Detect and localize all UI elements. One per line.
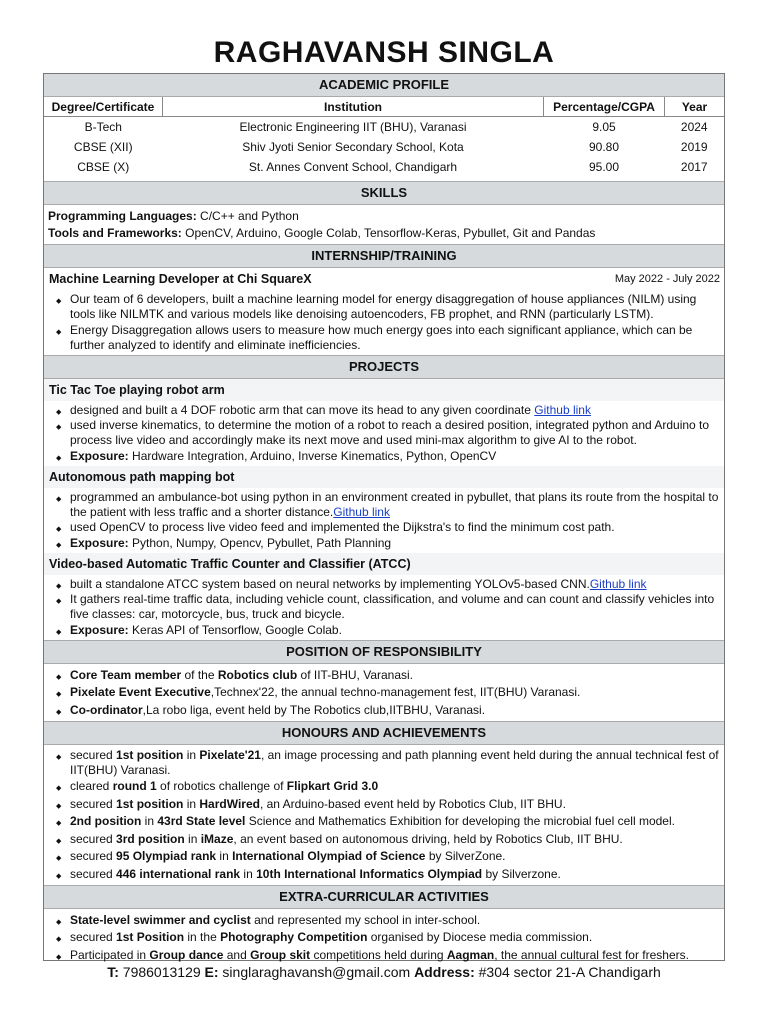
internship-heading: [44, 268, 724, 290]
list-item: ◆ secured 3rd position in iMaze, an event based on autonomous driving, held by Robotics Club, IIT BHU.: [70, 831, 724, 848]
list-item: ◆ Exposure: Hardware Integration, Arduino, Inverse Kinematics, Python, OpenCV: [70, 449, 724, 464]
cell: St. Annes Convent School, Chandigarh: [248, 160, 458, 174]
cell: 2024: [680, 120, 708, 134]
cell: CBSE (X): [77, 160, 130, 174]
address-value: #304 sector 21-A Chandigarh: [474, 964, 661, 980]
section-projects: PROJECTS: [44, 355, 724, 379]
address-label: Address:: [414, 964, 475, 980]
label: Tools and Frameworks:: [48, 226, 182, 240]
cell: 2017: [680, 160, 708, 174]
responsibility-list: [44, 667, 724, 719]
list-item: ◆ Energy Disaggregation allows users to measure how much energy goes into each significant appliance, which can be further analyzed to identify and eliminate inefficiencies.: [70, 323, 724, 353]
list-item: ◆ It gathers real-time traffic data, including vehicle count, classification, and volume and can count and classify vehicles into five classes: car, motorcycle, bus, truck and bicycle.: [70, 592, 724, 622]
value: OpenCV, Arduino, Google Colab, Tensorflow-Keras, Pybullet, Git and Pandas: [181, 226, 596, 240]
list-item: ◆ designed and built a 4 DOF robotic arm that can move its head to any given coordinate Github link: [70, 403, 724, 418]
col-institution: Institution: [163, 97, 544, 117]
phone-label: T:: [107, 964, 119, 980]
list-item: ◆ Co-ordinator,La robo liga, event held by The Robotics club,IITBHU, Varanasi.: [70, 702, 724, 719]
cell: CBSE (XII): [73, 140, 133, 154]
list-item: ◆ secured 1st Position in the Photography Competition organised by Diocese media commission.: [70, 929, 724, 946]
list-item: ◆ secured 95 Olympiad rank in International Olympiad of Science by SilverZone.: [70, 848, 724, 865]
internship-list: [44, 292, 724, 353]
project-title: Video-based Automatic Traffic Counter and Classifier (ATCC): [44, 553, 724, 575]
email-label: E:: [204, 964, 219, 980]
list-item: ◆ Our team of 6 developers, built a machine learning model for energy disaggregation of house appliances (NILM) using tools like NILMTK and various models like denoising autoencoders, FB prophet, and RNN (particularly LSTM).: [70, 292, 724, 322]
candidate-name: RAGHAVANSH SINGLA: [213, 36, 555, 69]
internship-date: May 2022 - July 2022: [614, 273, 720, 285]
label: Programming Languages:: [48, 209, 197, 223]
section-responsibility: POSITION OF RESPONSIBILITY: [44, 640, 724, 664]
list-item: ◆ 2nd position in 43rd State level Science and Mathematics Exhibition for developing the microbial fuel cell model.: [70, 813, 724, 830]
cell: 2019: [680, 140, 708, 154]
list-item: ◆ Participated in Group dance and Group skit competitions held during Aagman, the annual cultural fest for freshers.: [70, 947, 724, 964]
internship-title: Machine Learning Developer at Chi SquareX: [49, 272, 312, 286]
academic-header-row: [44, 97, 724, 117]
list-item: ◆ used OpenCV to process live video feed and implemented the Dijkstra's to find the minimum cost path.: [70, 520, 724, 535]
list-item: ◆ Core Team member of the Robotics club of IIT-BHU, Varanasi.: [70, 667, 724, 684]
cell: Electronic Engineering IIT (BHU), Varanasi: [239, 120, 467, 134]
email-value: singlaraghavansh@gmail.com: [218, 964, 415, 980]
value: C/C++ and Python: [196, 209, 299, 223]
github-link[interactable]: Github link: [589, 576, 647, 591]
list-item: ◆ secured 1st position in HardWired, an Arduino-based event held by Robotics Club, IIT BHU.: [70, 796, 724, 813]
list-item: ◆ Exposure: Keras API of Tensorflow, Google Colab.: [70, 623, 724, 638]
project-list: [44, 577, 724, 638]
col-degree: Degree/Certificate: [44, 97, 163, 117]
list-item: ◆ State-level swimmer and cyclist and represented my school in inter-school.: [70, 912, 724, 929]
project-list: [44, 403, 724, 464]
project-list: [44, 490, 724, 551]
cell: Shiv Jyoti Senior Secondary School, Kota: [242, 140, 464, 154]
cell: 9.05: [592, 120, 616, 134]
list-item: ◆ secured 446 international rank in 10th International Informatics Olympiad by Silverzone.: [70, 866, 724, 883]
list-item: ◆ Pixelate Event Executive,Technex'22, the annual techno-management fest, IIT(BHU) Varanasi.: [70, 684, 724, 701]
list-item: ◆ Exposure: Python, Numpy, Opencv, Pybullet, Path Planning: [70, 536, 724, 551]
col-year: Year: [665, 97, 725, 117]
section-honours: HONOURS AND ACHIEVEMENTS: [44, 721, 724, 745]
honours-list: [44, 748, 724, 883]
col-percentage: Percentage/CGPA: [544, 97, 665, 117]
table-row: [44, 137, 724, 157]
project-title: Autonomous path mapping bot: [44, 466, 724, 488]
contact-footer: [0, 964, 768, 980]
cell: 95.00: [588, 160, 620, 174]
extracurricular-list: [44, 912, 724, 964]
list-item: ◆ secured 1st position in Pixelate'21, an image processing and path planning event held during the annual technical fest of IIT(BHU) Varanasi.: [70, 748, 724, 778]
resume-frame: [43, 73, 725, 961]
academic-table: [44, 97, 724, 177]
section-extracurricular: EXTRA-CURRICULAR ACTIVITIES: [44, 885, 724, 909]
github-link[interactable]: Github link: [534, 402, 591, 417]
github-link[interactable]: Github link: [333, 504, 390, 519]
table-row: [44, 157, 724, 177]
list-item: ◆ built a standalone ATCC system based on neural networks by implementing YOLOv5-based CNN.Github link: [70, 577, 724, 592]
phone-value: 7986013129: [118, 964, 205, 980]
cell: B-Tech: [84, 120, 122, 134]
skills-programming: [44, 208, 724, 225]
table-row: [44, 117, 724, 138]
skills-tools: [44, 225, 724, 242]
list-item: ◆ used inverse kinematics, to determine the motion of a robot to reach a desired position, integrated python and Arduino to process live video and accordingly make its next move and used mini-max algorithm to give AI to the robot.: [70, 418, 724, 448]
list-item: ◆ cleared round 1 of robotics challenge of Flipkart Grid 3.0: [70, 778, 724, 795]
list-item: ◆ programmed an ambulance-bot using python in an environment created in pybullet, that plans its route from the hospital to the patient with less traffic and a shorter distance.Github link: [70, 490, 724, 520]
project-title: Tic Tac Toe playing robot arm: [44, 379, 724, 401]
cell: 90.80: [588, 140, 620, 154]
section-internship: INTERNSHIP/TRAINING: [44, 244, 724, 268]
section-academic: ACADEMIC PROFILE: [44, 74, 724, 97]
section-skills: SKILLS: [44, 181, 724, 205]
